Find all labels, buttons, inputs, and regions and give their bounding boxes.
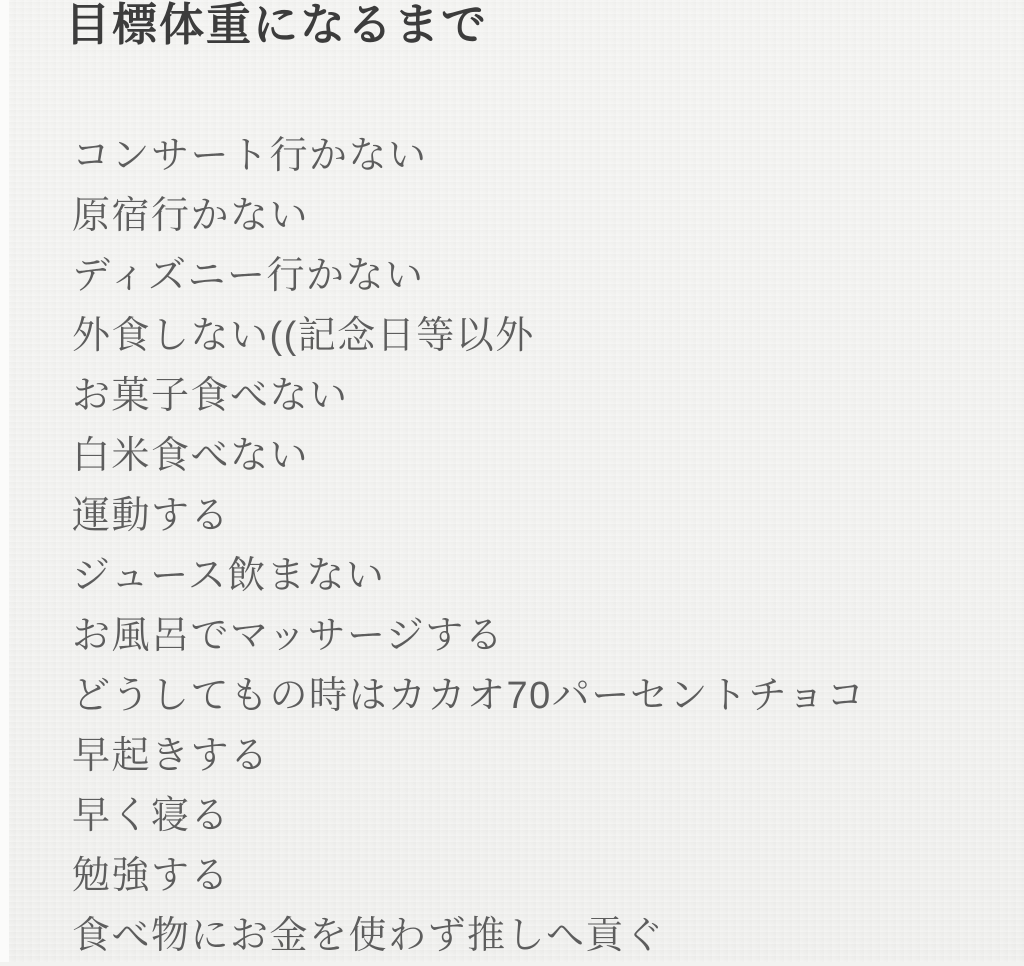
list-item: お風呂でマッサージする [72, 615, 505, 657]
list-item: どうしてもの時はカカオ70パーセントチョコ [72, 675, 866, 717]
list-item: ジュース飲まない [72, 555, 386, 597]
list-item: 早く寝る [72, 795, 231, 837]
list-item: 白米食べない [72, 435, 310, 477]
list-item: 勉強する [72, 855, 231, 897]
list-item: 食べ物にお金を使わず推しへ貢ぐ [72, 915, 665, 957]
list-item: コンサート行かない [72, 135, 428, 177]
note-title: 目標体重になるまで [65, 0, 489, 50]
list-item: 外食しない((記念日等以外 [72, 315, 535, 357]
list-item: 運動する [72, 495, 231, 537]
list-item: お菓子食べない [72, 375, 349, 417]
list-item: 原宿行かない [72, 195, 310, 237]
left-edge-highlight [0, 0, 9, 962]
list-item: 早起きする [72, 735, 270, 777]
goal-list [72, 126, 866, 966]
list-item: ディズニー行かない [72, 255, 425, 297]
